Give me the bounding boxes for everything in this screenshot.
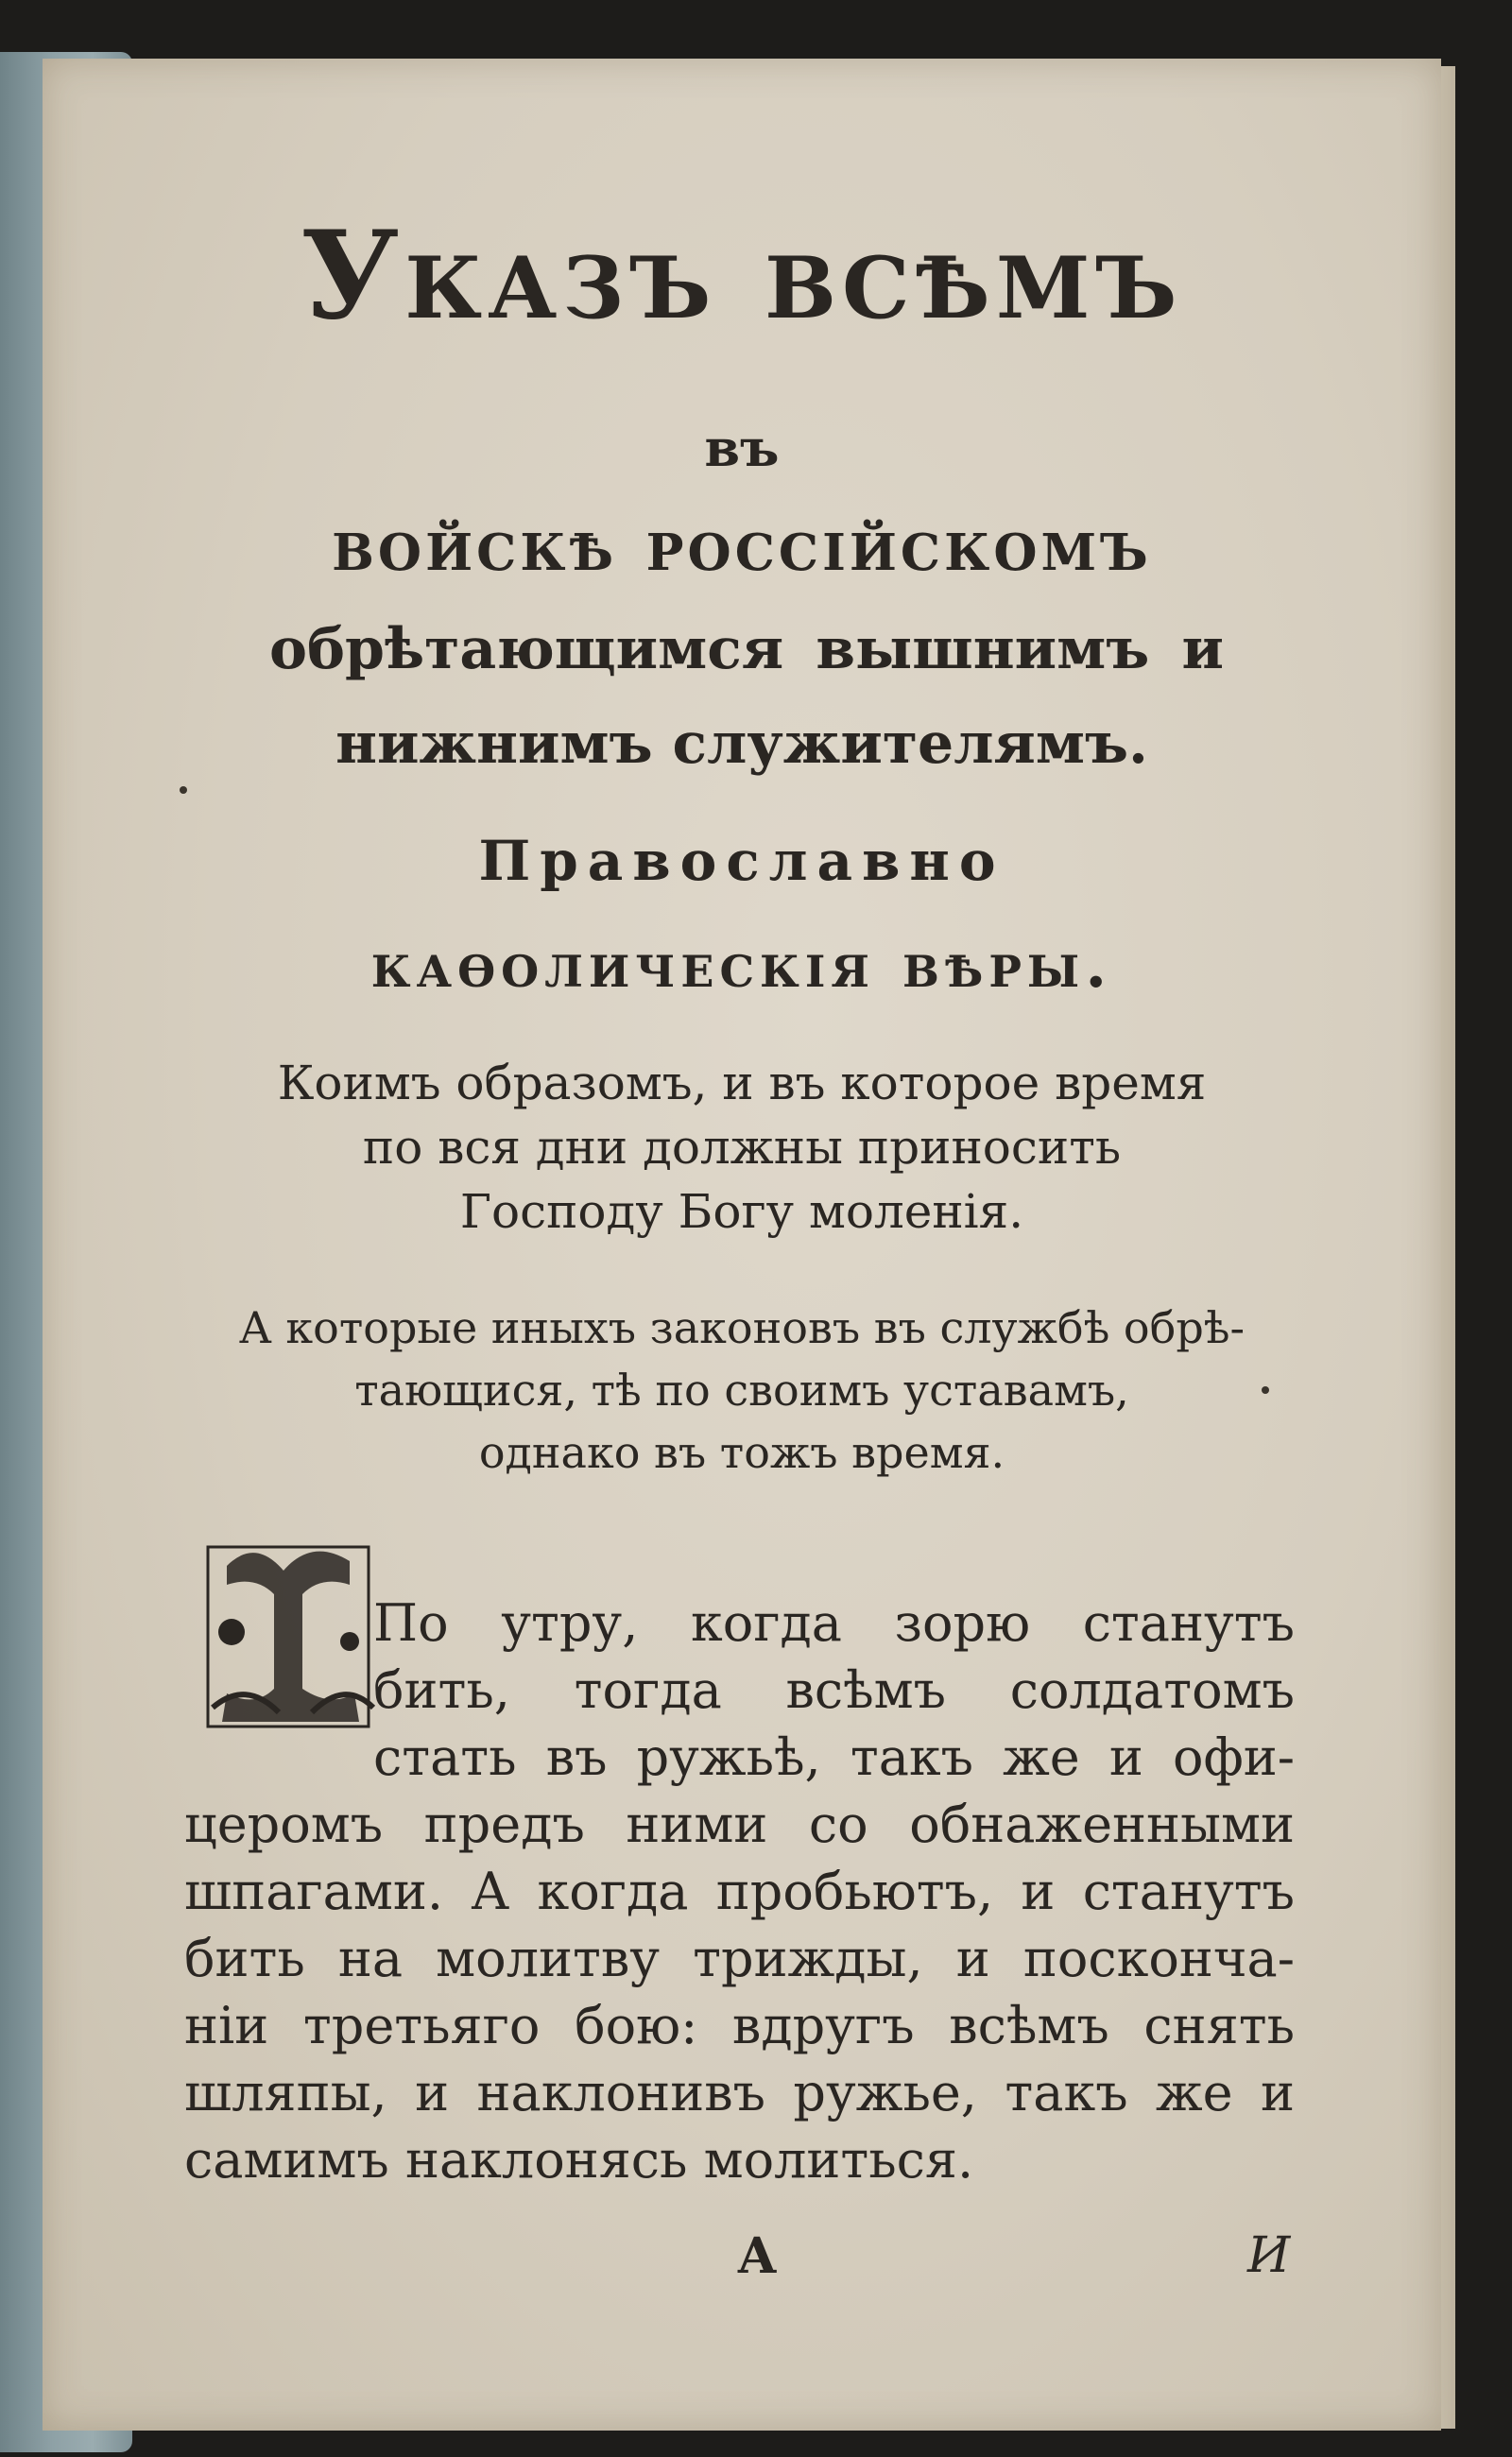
signature-mark: А (737, 2227, 778, 2285)
body-line: стать въ ружьѣ, такъ же и офи- (373, 1727, 1295, 1787)
title-catholic-faith: каѳолическія вѣры. (370, 928, 1113, 1002)
subtitle-other-block (43, 1297, 1441, 1484)
title-servants-line-2: нижнимъ служителямъ. (335, 711, 1148, 777)
subtitle-line: по вся дни должны приносить (362, 1120, 1122, 1175)
paper-speck (180, 786, 187, 794)
body-line: ніи третьяго бою: вдругъ всѣмъ снять (184, 1996, 1295, 2055)
subtitle-line: однако въ тожъ время. (478, 1427, 1005, 1478)
title-servants-line-1: обрѣтающимся вышнимъ и (269, 616, 1224, 682)
body-line: бить, тогда всѣмъ солдатомъ (373, 1660, 1295, 1720)
title-army-line: войскѣ россійскомъ (332, 503, 1152, 587)
title-orthodox: Православно (478, 829, 1005, 893)
body-line: шпагами. А когда пробьютъ, и станутъ (184, 1862, 1295, 1921)
body-line: церомъ предъ ними со обнаженными (184, 1795, 1295, 1854)
subtitle-line: Господу Богу моленія. (459, 1184, 1024, 1239)
subtitle-line: тающися, тѣ по своимъ уставамъ, (354, 1365, 1129, 1416)
page-content (43, 59, 1441, 2431)
body-line: По утру, когда зорю станутъ (373, 1593, 1295, 1653)
catchword: И (1247, 2227, 1291, 2284)
body-line: бить на молитву трижды, и поскончa- (184, 1929, 1295, 1988)
body-line: самимъ наклонясь молиться. (184, 2130, 974, 2190)
body-line: шляпы, и наклонивъ ружье, такъ же и (184, 2063, 1295, 2122)
title-preposition: въ (704, 418, 780, 478)
document-title: Указъ всѣмъ (301, 205, 1183, 347)
paper-speck (1262, 1386, 1269, 1394)
body-text (184, 1589, 1295, 2193)
subtitle-line: Коимъ образомъ, и въ которое время (277, 1056, 1207, 1110)
subtitle-how-block (43, 1051, 1441, 1244)
subtitle-line: А которые иныхъ законовъ въ службѣ обрѣ- (238, 1302, 1246, 1353)
document-page (43, 59, 1441, 2431)
